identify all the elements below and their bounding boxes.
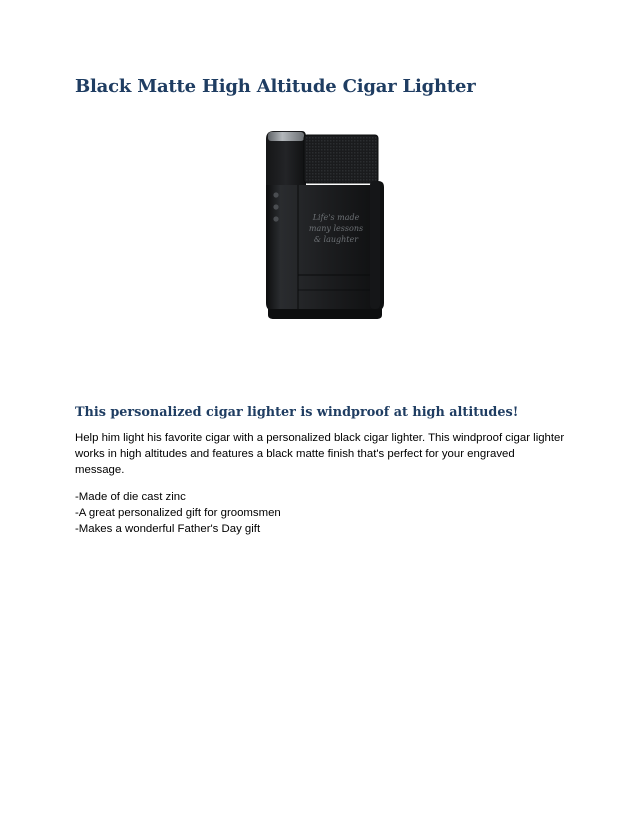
engraving-line: & laughter: [313, 235, 359, 244]
lighter-body: [266, 181, 384, 311]
product-description: Help him light his favorite cigar with a personalized black cigar lighter. This windproof cigar lighter works in high altitudes and features a black matte finish that's perfect for your engraved message.: [75, 432, 565, 476]
feature-item: -Made of die cast zinc: [75, 491, 186, 503]
feature-item: -Makes a wonderful Father's Day gift: [75, 523, 261, 535]
feature-list: [75, 489, 281, 537]
indicator-dot: [273, 204, 278, 209]
engraving-line: many lessons: [308, 224, 364, 233]
lighter-mesh-head: [304, 135, 378, 183]
lighter-silver-top: [268, 132, 304, 141]
engraving-line: Life's made: [312, 213, 360, 222]
engraved-message: [309, 213, 363, 244]
product-image: [258, 125, 388, 325]
indicator-dot: [273, 216, 278, 221]
feature-item: -A great personalized gift for groomsmen: [75, 507, 281, 519]
section-heading: This personalized cigar lighter is windproof at high altitudes!: [75, 405, 519, 420]
indicator-dot: [273, 192, 278, 197]
page-title: Black Matte High Altitude Cigar Lighter: [75, 76, 476, 97]
